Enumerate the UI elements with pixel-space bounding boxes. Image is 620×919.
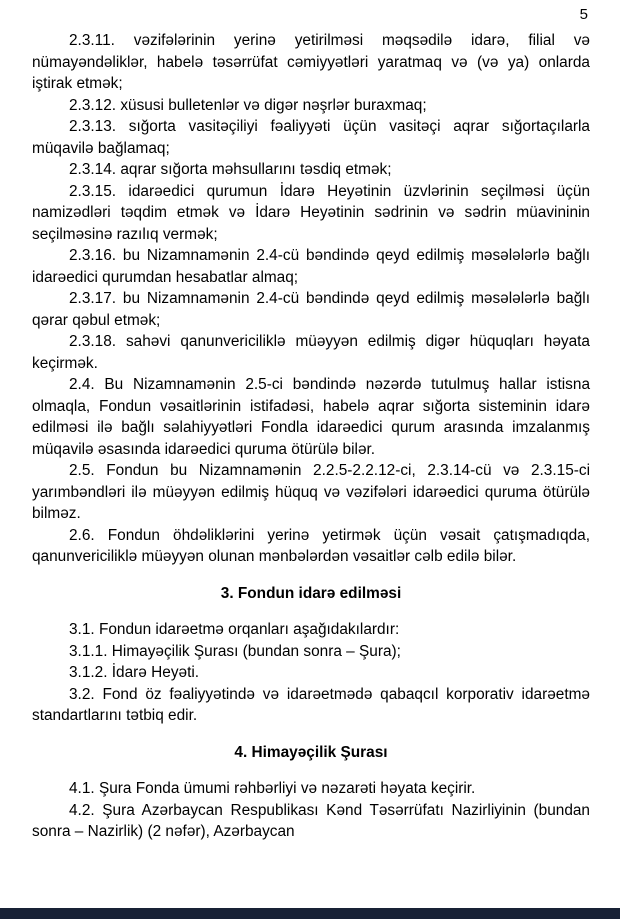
paragraph-2-3-12: 2.3.12. xüsusi bulletenlər və digər nəşrlər buraxmaq; <box>69 96 427 114</box>
paragraph-2-3-15: 2.3.15. idarəedici qurumun İdarə Heyətinin üzvlərinin seçilməsi üçün namizədləri təqdim etmək və İdarə Heyətinin sədrinin və sədrin müavininin seçilməsinə razılıq vermək; <box>32 182 590 243</box>
paragraph-3-1-2: 3.1.2. İdarə Heyəti. <box>69 664 200 681</box>
paragraph-2-3-18: 2.3.18. sahəvi qanunvericiliklə müəyyən edilmiş digər hüquqları həyata keçirmək. <box>32 333 590 372</box>
bottom-bar <box>0 908 620 919</box>
paragraph-2-6: 2.6. Fondun öhdəliklərini yerinə yetirmək üçün vəsait çatışmadıqda, qanunvericiliklə müəyyən olunan mənbələrdən vəsaitlər cəlb edilə bilər. <box>32 526 590 565</box>
paragraph-4-1: 4.1. Şura Fonda ümumi rəhbərliyi və nəzarəti həyata keçirir. <box>69 780 476 797</box>
paragraph-3-2: 3.2. Fond öz fəaliyyətində və idarəetmədə qabaqcıl korporativ idarəetmə standartlarını tətbiq edir. <box>32 685 590 724</box>
paragraph-2-3-13: 2.3.13. sığorta vasitəçiliyi fəaliyyəti üçün vasitəçi aqrar sığortaçılarla müqavilə bağlamaq; <box>32 118 590 157</box>
paragraph-2-3-11: 2.3.11. vəzifələrinin yerinə yetirilməsi məqsədilə idarə, filial və nümayəndəliklər, habelə təsərrüfat cəmiyyətləri yaratmaq və (və ya) onlarda iştirak etmək; <box>32 32 590 92</box>
paragraph-3-1: 3.1. Fondun idarəetmə orqanları aşağıdakılardır: <box>69 621 400 638</box>
section-heading-4: 4. Himayəçilik Şurası <box>234 743 388 761</box>
paragraph-4-2: 4.2. Şura Azərbaycan Respublikası Kənd Təsərrüfatı Nazirliyinin (bundan sonra – Nazirlik) (2 nəfər), Azərbaycan <box>32 801 590 840</box>
paragraph-2-4: 2.4. Bu Nizamnamənin 2.5-ci bəndində nəzərdə tutulmuş hallar istisna olmaqla, Fondun vəsaitlərinin istifadəsi, habelə aqrar sığorta sisteminin idarə edilməsi ilə bağlı səlahiyyətləri Fondla idarəedici qurum arasında imzalanmış müqavilə əsasında idarəedici quruma ötürülə bilər. <box>32 376 590 458</box>
page-number: 5 <box>579 6 588 23</box>
paragraph-2-3-17: 2.3.17. bu Nizamnamənin 2.4-cü bəndində qeyd edilmiş məsələlərlə bağlı qərar qəbul etmək; <box>32 290 590 329</box>
paragraph-3-1-1: 3.1.1. Himayəçilik Şurası (bundan sonra – Şura); <box>69 642 401 660</box>
paragraph-2-3-14: 2.3.14. aqrar sığorta məhsullarını təsdiq etmək; <box>69 161 392 178</box>
paragraph-2-5: 2.5. Fondun bu Nizamnamənin 2.2.5-2.2.12-ci, 2.3.14-cü və 2.3.15-ci yarımbəndləri ilə müəyyən edilmiş hüquq və vəzifələri idarəedici quruma ötürülə bilməz. <box>32 462 590 522</box>
paragraph-2-3-16: 2.3.16. bu Nizamnamənin 2.4-cü bəndində qeyd edilmiş məsələlərlə bağlı idarəedici qurumdan hesabatlar almaq; <box>32 247 590 286</box>
section-heading-3: 3. Fondun idarə edilməsi <box>220 584 402 602</box>
